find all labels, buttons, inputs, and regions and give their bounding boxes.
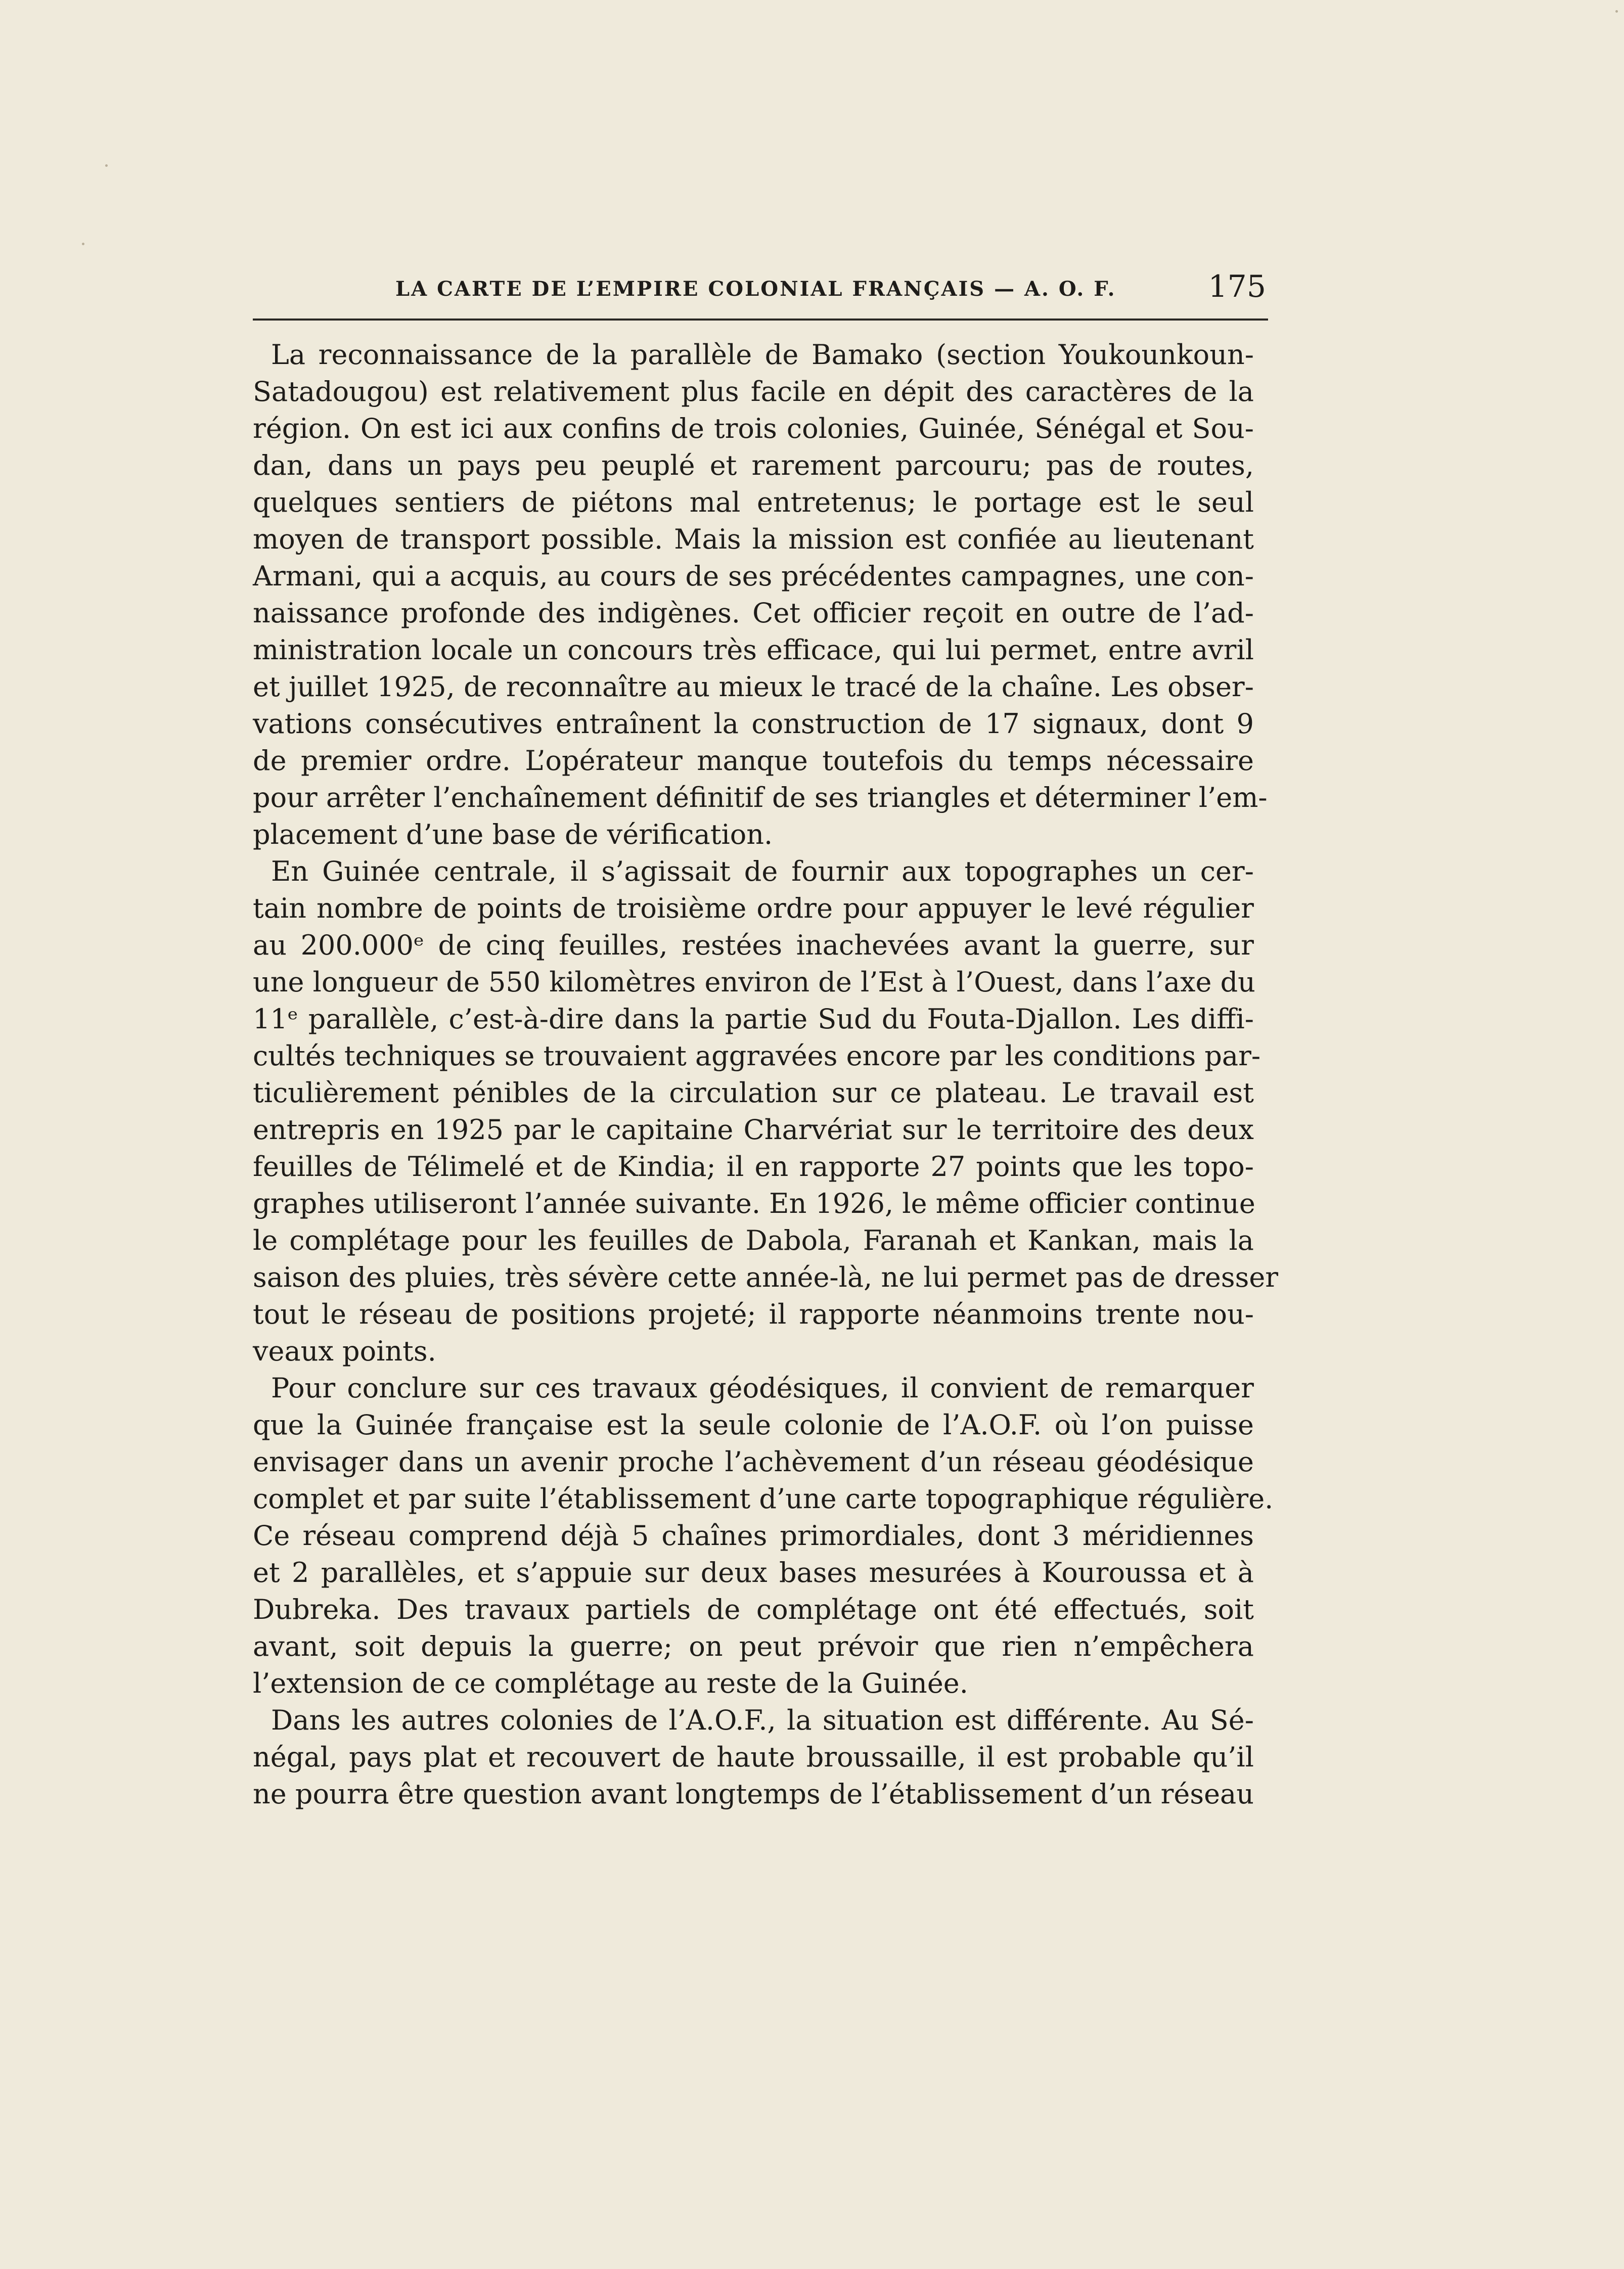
text-line: naissance profonde des indigènes. Cet officier reçoit en outre de l’ad- xyxy=(253,597,1254,629)
text-line: En Guinée centrale, il s’agissait de fournir aux topographes un cer- xyxy=(271,855,1254,887)
text-line: une longueur de 550 kilomètres environ de l’Est à l’Ouest, dans l’axe du xyxy=(253,966,1255,998)
text-line: Dubreka. Des travaux partiels de complétage ont été effectués, soit xyxy=(253,1594,1254,1625)
text-line: graphes utiliseront l’année suivante. En 1926, le même officier continue xyxy=(253,1188,1255,1219)
text-line: saison des pluies, très sévère cette année-là, ne lui permet pas de dresser xyxy=(253,1261,1279,1293)
paper-speck xyxy=(1615,10,1618,13)
text-line: 11ᵉ parallèle, c’est-à-dire dans la partie Sud du Fouta-Djallon. Les diffi- xyxy=(253,1003,1254,1035)
text-line: Satadougou) est relativement plus facile en dépit des caractères de la xyxy=(253,376,1254,407)
text-line: moyen de transport possible. Mais la mission est confiée au lieutenant xyxy=(253,523,1254,555)
text-line: tout le réseau de positions projeté; il rapporte néanmoins trente nou- xyxy=(253,1298,1254,1330)
text-line: veaux points. xyxy=(253,1335,436,1367)
text-line: Armani, qui a acquis, au cours de ses précédentes campagnes, une con- xyxy=(253,560,1254,592)
page-number: 175 xyxy=(1208,269,1266,304)
text-line: dan, dans un pays peu peuplé et rarement parcouru; pas de routes, xyxy=(253,449,1254,481)
text-line: tain nombre de points de troisième ordre pour appuyer le levé régulier xyxy=(253,892,1254,924)
text-line: ministration locale un concours très efficace, qui lui permet, entre avril xyxy=(253,634,1254,666)
text-line: quelques sentiers de piétons mal entretenus; le portage est le seul xyxy=(253,486,1254,518)
text-line: feuilles de Télimelé et de Kindia; il en rapporte 27 points que les topo- xyxy=(253,1151,1254,1183)
body-text xyxy=(253,336,1279,1812)
text-line: et 2 parallèles, et s’appuie sur deux bases mesurées à Kouroussa et à xyxy=(253,1557,1254,1589)
text-line: pour arrêter l’enchaînement définitif de ses triangles et déterminer l’em- xyxy=(253,782,1268,813)
text-line: ticulièrement pénibles de la circulation sur ce plateau. Le travail est xyxy=(253,1077,1254,1109)
text-line: envisager dans un avenir proche l’achèvement d’un réseau géodésique xyxy=(253,1446,1254,1478)
text-line: avant, soit depuis la guerre; on peut prévoir que rien n’empêchera xyxy=(253,1630,1254,1662)
text-line: l’extension de ce complétage au reste de la Guinée. xyxy=(253,1667,968,1699)
text-line: placement d’une base de vérification. xyxy=(253,819,773,850)
text-line: que la Guinée française est la seule colonie de l’A.O.F. où l’on puisse xyxy=(253,1409,1254,1441)
text-line: au 200.000ᵉ de cinq feuilles, restées inachevées avant la guerre, sur xyxy=(253,929,1254,961)
text-line: région. On est ici aux confins de trois colonies, Guinée, Sénégal et Sou- xyxy=(253,413,1254,444)
text-line: La reconnaissance de la parallèle de Bamako (section Youkounkoun- xyxy=(271,339,1254,371)
text-line: Ce réseau comprend déjà 5 chaînes primordiales, dont 3 méridiennes xyxy=(253,1520,1254,1552)
text-line: Dans les autres colonies de l’A.O.F., la situation est différente. Au Sé- xyxy=(271,1704,1254,1736)
text-line: de premier ordre. L’opérateur manque toutefois du temps nécessaire xyxy=(253,745,1254,777)
running-title: LA CARTE DE L’EMPIRE COLONIAL FRANÇAIS — A. O. F. xyxy=(395,277,1116,301)
text-line: et juillet 1925, de reconnaître au mieux le tracé de la chaîne. Les obser- xyxy=(253,671,1254,703)
text-line: négal, pays plat et recouvert de haute broussaille, il est probable qu’il xyxy=(253,1741,1254,1773)
text-line: le complétage pour les feuilles de Dabola, Faranah et Kankan, mais la xyxy=(253,1224,1254,1256)
text-line: Pour conclure sur ces travaux géodésiques, il convient de remarquer xyxy=(271,1372,1254,1404)
paper-speck xyxy=(105,164,108,167)
text-line: ne pourra être question avant longtemps de l’établissement d’un réseau xyxy=(253,1778,1254,1810)
text-line: entrepris en 1925 par le capitaine Charvériat sur le territoire des deux xyxy=(253,1114,1254,1146)
paper-speck xyxy=(82,243,84,245)
text-line: cultés techniques se trouvaient aggravées encore par les conditions par- xyxy=(253,1040,1261,1072)
text-line: vations consécutives entraînent la construction de 17 signaux, dont 9 xyxy=(253,708,1254,740)
page-header xyxy=(253,263,1268,321)
text-line: complet et par suite l’établissement d’une carte topographique régulière. xyxy=(253,1483,1274,1515)
